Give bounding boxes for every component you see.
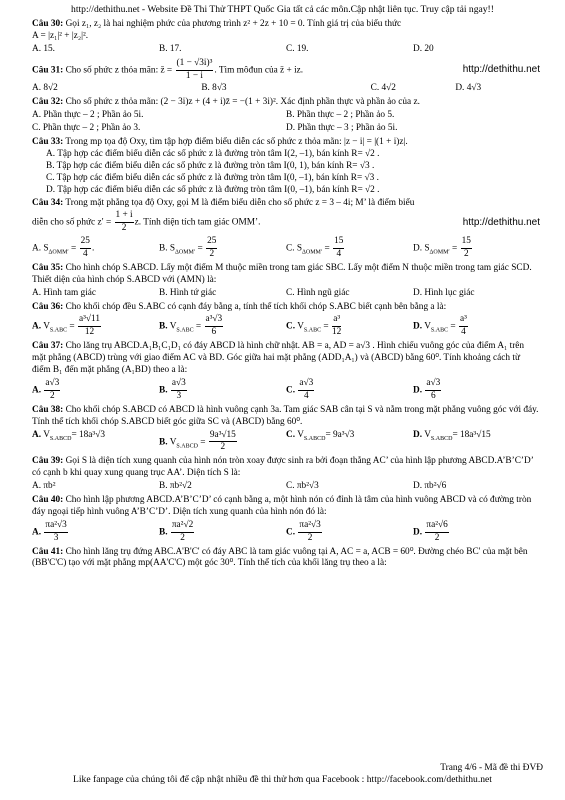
- question-text: Cho hình lăng trụ đứng ABC.A'B'C' có đáy ABC là tam giác vuông tại A, AC = a, ACB = 60⁰. Đường chéo BC' của mặt bên (BB'C'C) tạo với mặt phẳng mp(AA'C'C) một góc 30⁰. Tính thể tích của khối lăng trụ theo a là:: [32, 546, 528, 569]
- content: [32, 19, 540, 572]
- question-number: Câu 37:: [32, 341, 64, 352]
- question-36: [32, 302, 540, 340]
- answer-c: C. πb²√3: [286, 481, 319, 492]
- answer-d: D. πb²√6: [413, 481, 447, 492]
- answer-a: A. 15.: [32, 43, 55, 54]
- question-number: Câu 31:: [32, 65, 64, 76]
- question-text: Cho hình chóp S.ABCD. Lấy một điểm M thuộc miền trong tam giác SBC. Lấy một điểm N thuộc miền trong tam giác SCD. Thiết diện của hình chóp S.ABCD với (AMN) là:: [32, 262, 532, 285]
- answer-d: D. $S_{\Delta OMM'}$ = $\frac{15}{2}$: [413, 236, 471, 260]
- answer-c: C. $V_{S.ABC}$ = $\frac{\text{a³}}{12}$: [286, 314, 342, 338]
- answer-a: A. $V_{S.ABCD}= 18a^3√3$: [32, 429, 105, 442]
- footer-fanpage[interactable]: Like fanpage của chúng tôi để cập nhật nhiều đề thi thử hơn qua Facebook : http://facebook.com/dethithu.net: [73, 774, 492, 785]
- question-35: [32, 263, 540, 300]
- answer-b: B. Hình tứ giác: [159, 287, 217, 298]
- answer-d: D. $\frac{a√3}{6}$: [413, 377, 441, 401]
- question-number: Câu 40:: [32, 494, 64, 505]
- question-number: Câu 30:: [32, 19, 64, 29]
- question-text: Cho hình lập phương ABCD.A’B’C’D’ có cạnh bằng a, một hình nón có đỉnh là tâm của hình vuông ABCD và có đường tròn đáy ngoại tiếp hình vuông A’B’C’D’. Diện tích xung quanh của hình nón đó là:: [32, 494, 532, 517]
- question-text-post: . Tìm môđun của z̄ + iz.: [214, 65, 304, 76]
- z-lhs: z̄ =: [160, 65, 173, 76]
- question-number: Câu 41:: [32, 546, 64, 557]
- question-31: [32, 58, 540, 96]
- answer-b: B. Tập hợp các điểm biểu diễn các số phức z là đường tròn tâm I(0, 1), bán kính R= √3 .: [46, 160, 375, 171]
- answer-c: C. $\frac{a√3}{4}$: [286, 377, 314, 401]
- answer-c: C. Phần thực – 2 ; Phần ảo 3.: [32, 123, 141, 134]
- answer-a: A. $\frac{\text{πa²√3}}{3}$: [32, 519, 67, 543]
- watermark-url[interactable]: http://dethithu.net: [462, 64, 540, 76]
- answer-d: D. 20: [413, 43, 434, 54]
- answer-d: D. Phần thực – 3 ; Phần ảo 5i.: [286, 123, 398, 134]
- fraction: $\frac{1 + i}{2}$: [115, 210, 133, 234]
- question-text: Trong mp tọa độ Oxy, tìm tập hợp điểm biểu diễn các số phức z thỏa mãn: |z − i| = |(1 + i)z|.: [65, 137, 408, 148]
- question-text: Cho lăng trụ ABCD.A₁B₁C₁D₁ có đáy ABCD là hình chữ nhật. AB = a, AD = a√3 . Hình chiếu vuông góc của điểm A₁ trên mặt phẳng (ABCD) trùng với giao điểm AC và BD. Góc giữa hai mặt phẳng (ADD₁A₁) và (ABCD) bằng 60⁰. Tính khoảng cách từ điểm B₁ đến mặt phẳng (A₁BD) theo a là:: [32, 341, 525, 376]
- question-41: [32, 547, 540, 571]
- answer-c: C. 4√2: [370, 83, 396, 94]
- question-39: [32, 456, 540, 493]
- answer-c: C. $S_{\Delta OMM'}$ = $\frac{15}{4}$: [286, 236, 344, 260]
- answer-a: A. πb²: [32, 481, 56, 492]
- question-38: [32, 405, 540, 455]
- answer-a: A. $V_{S.ABC}$ = $\frac{\text{a³√11}}{12}$: [32, 314, 100, 338]
- question-number: Câu 36:: [32, 301, 64, 312]
- question-text-2a: diễn cho số phức z′ =: [32, 217, 112, 228]
- answer-b: B. 8√3: [201, 83, 227, 94]
- answer-c: C. $\frac{\text{πa²√3}}{2}$: [286, 519, 321, 543]
- answer-b: B. $\frac{a√3}{3}$: [159, 377, 186, 401]
- question-text: Gọi S là diện tích xung quanh của hình nón tròn xoay được sinh ra bởi đoạn thẳng AC’ của hình lập phương ABCD.A’B’C’D’ có cạnh b khi quay xung quang trục AA’. Diện tích S là:: [32, 456, 534, 479]
- question-number: Câu 33:: [32, 137, 64, 148]
- question-32: [32, 97, 540, 135]
- answer-a: A. Tập hợp các điểm biểu diễn các số phức z là đường tròn tâm I(2, –1), bán kính R= √2 .: [46, 148, 380, 159]
- answer-c: C. 19.: [286, 43, 309, 54]
- question-number: Câu 35:: [32, 262, 64, 273]
- question-text: Cho khối chóp đều S.ABC có cạnh đáy bằng a, tính thể tích khối chóp S.ABC biết cạnh bên bằng a là:: [65, 301, 447, 312]
- answer-a: A. Hình tam giác: [32, 287, 97, 298]
- answer-d: D. $V_{S.ABC}$ = $\frac{\text{a³}}{4}$: [413, 314, 467, 338]
- question-text: Cho khối chóp S.ABCD có ABCD là hình vuông cạnh 3a. Tam giác SAB cân tại S và nằm trong mặt phẳng vuông góc với đáy. Tính thể tích khối chóp S.ABCD biết góc giữa SC và (ABCD) bằng 60⁰.: [32, 404, 539, 427]
- question-text-2b: z. Tính diện tích tam giác OMM’.: [134, 217, 261, 228]
- question-34: [32, 198, 540, 260]
- answer-b: B. $S_{\Delta OMM'}$ = $\frac{25}{2}$: [159, 236, 217, 260]
- answer-d: D. $\frac{\text{πa²√6}}{2}$: [413, 519, 448, 543]
- answer-a: A. $S_{\Delta OMM'}$ = $\frac{25}{4}$ .: [32, 236, 95, 260]
- question-number: Câu 39:: [32, 456, 64, 467]
- answer-b: B. $\frac{\text{πa²√2}}{2}$: [159, 519, 194, 543]
- answer-b: B. $V_{S.ABCD}$ = $\frac{\text{9a³√15}}{2}$: [159, 429, 236, 453]
- question-text: Gọi z₁, z₂ là hai nghiệm phức của phương trình z² + 2z + 10 = 0. Tính giá trị của biểu thức: [65, 19, 402, 29]
- question-text: Cho số phức z thỏa mãn: (2 − 3i)z + (4 + i)z̄ = −(1 + 3i)². Xác định phần thực và phần ảo của z.: [65, 97, 420, 108]
- answer-d: D. 4√3: [455, 83, 482, 94]
- answer-b: B. πb²√2: [159, 481, 192, 492]
- answer-c: C. Tập hợp các điểm biểu diễn các số phức z là đường tròn tâm I(0, –1), bán kính R= √3 .: [46, 172, 379, 183]
- answer-c: C. $V_{S.ABCD}= 9a^3√3$: [286, 429, 355, 442]
- question-number: Câu 38:: [32, 404, 64, 415]
- answer-d: D. Hình lục giác: [413, 287, 475, 298]
- answer-d: D. $V_{S.ABCD}= 18a^3√15$: [413, 429, 491, 442]
- watermark-url[interactable]: http://dethithu.net: [462, 216, 540, 228]
- answer-d: D. Tập hợp các điểm biểu diễn các số phức z là đường tròn tâm I(0, –1), bán kính R= √2 .: [46, 184, 380, 195]
- question-number: Câu 32:: [32, 97, 64, 108]
- fraction: $\frac{\text{(1 − √3i)³}}{1 - i}$: [176, 57, 213, 81]
- answer-a: A. $\frac{a√3}{2}$: [32, 377, 60, 401]
- question-37: [32, 341, 540, 402]
- answer-a: A. Phần thực – 2 ; Phần ảo 5i.: [32, 110, 144, 121]
- question-33: [32, 137, 540, 196]
- question-text-2: A = |z₁|² + |z₂|².: [32, 30, 89, 41]
- answer-b: B. $V_{S.ABC}$ = $\frac{\text{a³√3}}{6}$: [159, 314, 223, 338]
- question-30: [32, 19, 540, 56]
- answer-c: C. Hình ngũ giác: [286, 287, 350, 298]
- question-text: Trong mặt phẳng tọa độ Oxy, gọi M là điểm biểu diễn cho số phức z = 3 – 4i; M’ là điểm biểu: [65, 198, 415, 209]
- page-header: http://dethithu.net - Website Đề Thi Thử THPT Quốc Gia tất cả các môn.Cập nhật liên tục. Truy cập tải ngay!!: [71, 4, 494, 15]
- answer-b: B. Phần thực – 2 ; Phần ảo 5.: [286, 110, 395, 121]
- answer-b: B. 17.: [159, 43, 182, 54]
- answer-a: A. 8√2: [32, 83, 58, 94]
- page-number: Trang 4/6 - Mã đề thi ĐVĐ: [440, 763, 543, 773]
- question-number: Câu 34:: [32, 198, 64, 209]
- question-text: Cho số phức z thỏa mãn:: [65, 65, 159, 76]
- question-40: [32, 495, 540, 545]
